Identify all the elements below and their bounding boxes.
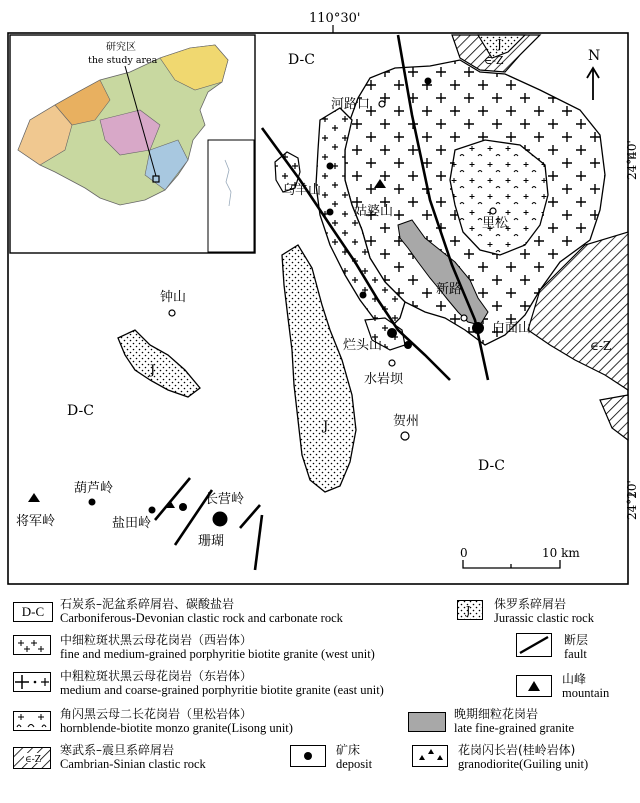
legend-cn-late: 晚期细粒花岗岩 bbox=[454, 707, 539, 721]
place-baimianshan: 白面山 bbox=[492, 321, 532, 336]
legend-en-mountain: mountain bbox=[562, 686, 610, 700]
deposit bbox=[387, 328, 397, 338]
town-xinlu bbox=[461, 315, 467, 321]
unit-label-j: J bbox=[497, 37, 502, 51]
place-hezhou: 贺州 bbox=[393, 414, 420, 429]
unit-label-j: J bbox=[323, 419, 329, 434]
legend-swatch-lisong bbox=[13, 711, 51, 731]
legend-cn-west: 中细粒斑状黑云母花岗岩（西岩体） bbox=[60, 633, 253, 647]
place-jiangjunling: 将军岭 bbox=[16, 514, 56, 529]
legend-en-lisong: hornblende-biotite monzo granite(Lisong unit) bbox=[60, 721, 293, 735]
svg-text:∈-Z: ∈-Z bbox=[25, 755, 41, 765]
deposit bbox=[327, 209, 334, 216]
legend-en-deposit: deposit bbox=[336, 757, 373, 771]
legend-swatch-late bbox=[408, 712, 446, 732]
legend-swatch-guiling bbox=[412, 745, 448, 767]
place-shuiyanba: 水岩坝 bbox=[364, 372, 404, 387]
deposit bbox=[149, 507, 156, 514]
deposit bbox=[89, 499, 96, 506]
unit-label-dc: D-C bbox=[288, 52, 315, 68]
north-label: N bbox=[588, 48, 601, 64]
legend-cn-east: 中粗粒斑状黑云母花岗岩（东岩体） bbox=[60, 669, 253, 683]
legend-en-east: medium and coarse-grained porphyritie biotite granite (east unit) bbox=[60, 683, 384, 697]
legend-swatch-cz bbox=[13, 747, 51, 769]
legend-en-late: late fine-grained granite bbox=[454, 721, 575, 735]
legend-cn-cz: 寒武系–震旦系碎屑岩 bbox=[60, 743, 175, 757]
legend-cn-guiling: 花岗闪长岩(桂岭岩体) bbox=[458, 743, 576, 757]
place-yantianling: 盐田岭 bbox=[112, 516, 152, 531]
legend-cn-dc: 石炭系–泥盆系碎屑岩、碳酸盐岩 bbox=[60, 597, 235, 611]
deposit bbox=[404, 341, 412, 349]
legend-en-guiling: granodiorite(Guiling unit) bbox=[458, 757, 589, 771]
unit-label-ez: ∈-Z bbox=[484, 54, 504, 67]
unit-label-j: J bbox=[150, 363, 156, 378]
town-hezhou bbox=[401, 432, 409, 440]
place-lisong: 里松 bbox=[482, 216, 509, 231]
legend-swatch-dc: D-C bbox=[13, 602, 53, 622]
scale-end: 10 km bbox=[542, 546, 580, 560]
legend-cn-j: 侏罗系碎屑岩 bbox=[494, 597, 567, 611]
legend-cn-lisong: 角闪黑云母二长花岗岩（里松岩体） bbox=[60, 707, 253, 721]
place-xinlu: 新路 bbox=[436, 282, 463, 297]
place-helukou: 河路口 bbox=[331, 97, 371, 112]
deposit bbox=[327, 163, 334, 170]
legend-cn-fault: 断层 bbox=[564, 633, 589, 647]
legend-en-west: fine and medium-grained porphyritie biotite granite (west unit) bbox=[60, 647, 375, 661]
deposit bbox=[179, 503, 187, 511]
latitude-label-top: 24°40' bbox=[625, 140, 639, 180]
deposit bbox=[425, 78, 432, 85]
legend-en-cz: Cambrian-Sinian clastic rock bbox=[60, 757, 206, 771]
legend-swatch-east bbox=[13, 672, 51, 692]
legend-cn-deposit: 矿床 bbox=[336, 743, 361, 757]
inset-label-en: the study area bbox=[88, 55, 158, 66]
legend-en-dc: Carboniferous-Devonian clastic rock and carbonate rock bbox=[60, 611, 343, 625]
place-wuyangshan: 乌羊山 bbox=[282, 183, 322, 198]
legend-swatch-j bbox=[457, 600, 483, 620]
unit-label-dc: D-C bbox=[67, 403, 94, 419]
place-hululing: 葫芦岭 bbox=[74, 481, 114, 496]
unit-label-ez: ∈-Z bbox=[590, 339, 612, 353]
legend-swatch-west bbox=[13, 635, 51, 655]
inset-map bbox=[10, 35, 255, 253]
deposit bbox=[213, 512, 228, 527]
latitude-label-bottom: 24°20' bbox=[625, 480, 639, 520]
longitude-label: 110°30' bbox=[309, 11, 361, 26]
place-changyingling: 长营岭 bbox=[205, 492, 245, 507]
place-lantoushan: 烂头山 bbox=[343, 338, 383, 353]
place-zhongshan: 钟山 bbox=[160, 290, 187, 305]
svg-text:J: J bbox=[466, 604, 471, 617]
town-lisong bbox=[490, 208, 496, 214]
town-helukou bbox=[379, 101, 385, 107]
legend-swatch-fault bbox=[516, 633, 552, 657]
legend-en-fault: fault bbox=[564, 647, 587, 661]
deposit bbox=[360, 292, 367, 299]
place-shanhu: 珊瑚 bbox=[198, 534, 225, 549]
place-guposhan: 姑婆山 bbox=[354, 204, 394, 219]
town-shuiyanba bbox=[389, 360, 395, 366]
legend-cn-mountain: 山峰 bbox=[562, 672, 587, 686]
legend-en-j: Jurassic clastic rock bbox=[494, 611, 594, 625]
unit-label-dc: D-C bbox=[478, 458, 505, 474]
legend-swatch-deposit bbox=[290, 745, 326, 767]
town-zhongshan bbox=[169, 310, 175, 316]
deposit bbox=[472, 322, 484, 334]
scale-start: 0 bbox=[460, 546, 468, 560]
inset-label-cn: 研究区 bbox=[106, 42, 136, 53]
legend-swatch-mountain bbox=[516, 675, 552, 697]
